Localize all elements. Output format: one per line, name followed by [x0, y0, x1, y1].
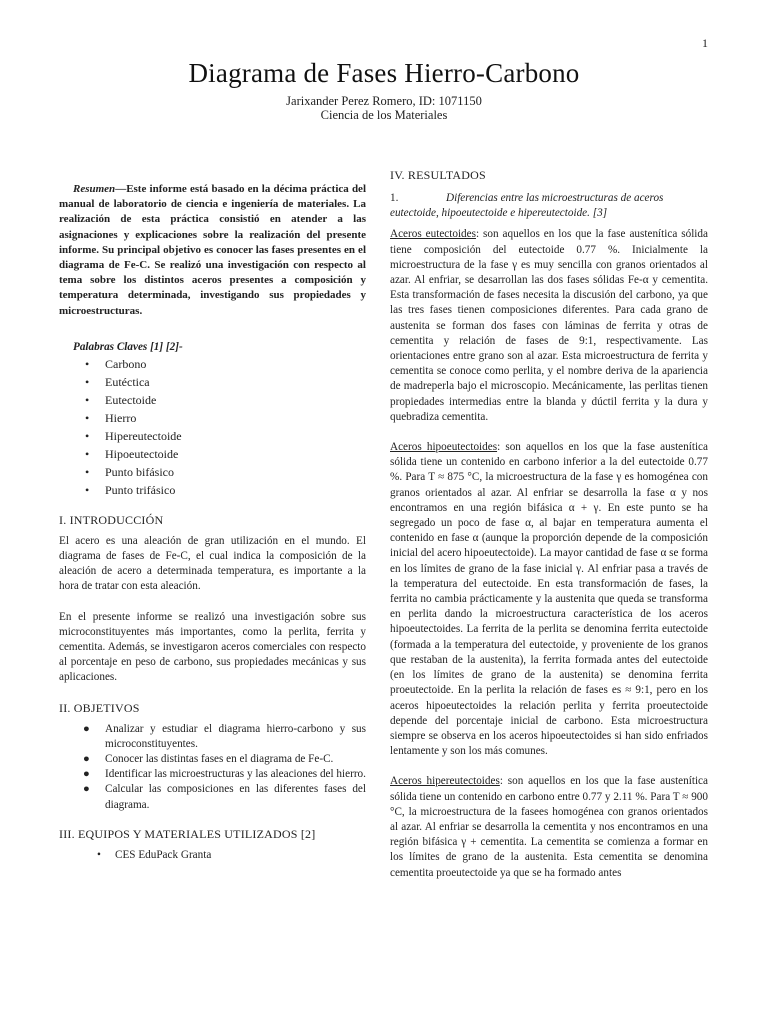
results-subheading — [390, 191, 708, 221]
bullet-icon: • — [85, 446, 90, 461]
keyword-item: • Punto bifásico — [85, 464, 174, 479]
bullet-icon: • — [85, 428, 90, 443]
abstract-label: Resumen — [73, 183, 116, 195]
introduction-heading: I. INTRODUCCIÓN — [59, 512, 164, 527]
objectives-heading: II. OBJETIVOS — [59, 700, 140, 715]
term-label: Aceros hipoeutectoides — [390, 441, 498, 454]
keyword-item: • Hierro — [85, 410, 137, 425]
keyword-item: • Punto trifásico — [85, 482, 176, 497]
bullet-icon: • — [85, 356, 90, 371]
bullet-icon: • — [97, 848, 101, 861]
introduction-paragraph: En el presente informe se realizó una investigación sobre sus microconstituyentes más importantes, como la perlita, ferrita y cementita. Además, se investigaron aceros comerciales con respecto al porcentaje en peso de carbono, sus propiedades mecánicas y sus aplicaciones. — [59, 610, 366, 684]
abstract-separator: — — [115, 183, 127, 195]
hypereutectoid-paragraph: Aceros hipereutectoides: son aquellos en los que la fase austenítica sólida tiene un contenido en carbono entre 0.77 y 2.11 %. Para T ≈ 900 °C, la microestructura de la fasees homogénea con granos orientados al azar. Al enfriar se desarrolla la cementita y nos encontramos en una región bifásica γ + cementita. La cementita se comienza a formar en los límites de grano de la austenita. Esta cementita se denomina cementita proeutectoide ya que se ha formado antes — [390, 775, 708, 879]
bullet-icon: ● — [83, 722, 90, 735]
term-label: Aceros hipereutectoides — [390, 775, 500, 788]
keywords-list — [59, 355, 366, 499]
bullet-icon: ● — [83, 783, 90, 796]
affiliation-line: Ciencia de los Materiales — [320, 108, 448, 122]
keywords-label: Palabras Claves [1] [2]- — [73, 340, 183, 353]
page-number: 1 — [702, 36, 708, 50]
keyword-item: • Carbono — [85, 356, 147, 371]
keyword-item: • Eutéctica — [85, 374, 150, 389]
keyword-item: • Hipoeutectoide — [85, 446, 179, 461]
abstract-text: Este informe está basado en la décima práctica del manual de laboratorio de ciencia e ingeniería de materiales. La realización de esta práctica consistió en atender a las asignaciones y explicaciones sobre la realización del presente informe. Su principal objetivo es conocer las fases presentes en el diagrama de Fe-C. Se realizó una investigación con respecto al tema sobre los distintos aceros presentes a composición y temperatura determinada, investigando sus propiedades y microestructuras. — [59, 183, 366, 317]
bullet-icon: • — [85, 410, 90, 425]
term-label: Aceros eutectoides — [390, 228, 476, 241]
eutectoid-paragraph: Aceros eutectoides: son aquellos en los que la fase austenítica sólida tiene composición del eutectoide 0.77 %. Inicialmente la microestructura de la fase γ es muy sencilla con granos orientados al azar. Al enfriar, se desarrollan las dos fases sólidas Fe-α y cementita. Esta transformación de fases necesita la discusión del carbono, ya que las tres fases tienen composiciones diferentes. Para cada grano de austenita se forman dos fases con láminas de ferrita y otras de cementita y relación de fases de 9:1, respectivamente. Las orientaciones entre grano son al azar. Esta microestructura de ferrita y cementita se conoce como perlita, y el nombre deriva de la apariencia de madreperla bajo el microscopio. Mecánicamente, las perlitas tienen propiedades intermedias entre la blanda y dúctil ferrita y la dura y quebradiza cementita. — [390, 228, 708, 423]
right-column — [390, 168, 708, 896]
results-heading: IV. RESULTADOS — [390, 168, 486, 182]
objective-item: ● Identificar las microestructuras y las aleaciones del hierro. — [83, 767, 366, 782]
abstract — [59, 182, 366, 319]
bullet-icon: ● — [83, 753, 90, 766]
subsection-title: Diferencias entre las microestructuras de aceros eutectoide, hipoeutectoide e hipereutectoide. [3] — [390, 192, 664, 220]
bullet-icon: • — [85, 392, 90, 407]
objective-item: ● Conocer las distintas fases en el diagrama de Fe-C. — [83, 752, 366, 767]
author-line: Jarixander Perez Romero, ID: 1071150 — [286, 94, 482, 108]
left-column — [59, 182, 366, 863]
introduction-paragraph: El acero es una aleación de gran utilización en el mundo. El diagrama de fases de Fe-C, el cual indica la composición de la aleación de acero a determinada temperatura, es importante a la hora de tratar con esta aleación. — [59, 534, 366, 593]
keyword-item: • Hipereutectoide — [85, 428, 182, 443]
bullet-icon: • — [85, 374, 90, 389]
objectives-list — [59, 722, 366, 813]
equipment-heading: III. EQUIPOS Y MATERIALES UTILIZADOS [2] — [59, 826, 316, 841]
subsection-number: 1. — [390, 192, 399, 204]
keyword-item: • Eutectoide — [85, 392, 157, 407]
equipment-item: • CES EduPack Granta — [97, 848, 366, 863]
objective-item: ● Calcular las composiciones en las diferentes fases del diagrama. — [83, 783, 366, 811]
bullet-icon: • — [85, 464, 90, 479]
hypoeutectoid-paragraph: Aceros hipoeutectoides: son aquellos en los que la fase austenítica sólida tiene un contenido en carbono inferior a la del eutectoide 0.77 %. Para T ≈ 875 °C, la microestructura de la fase γ es homogénea con granos orientados al azar. Al enfriar se desarrolla la fase α y nos encontramos en una región bifásica α + γ. En este punto se ha segregado un poco de fase α, al bajar en temperatura aumenta el contenido en fase α (aunque la proporción depende de la composición inicial del acero hipoeutectoide). La mayor cantidad de fase α se forma en los límites de grano de la fase inicial γ. Al enfriar pasa a través de la temperatura del eutectoide. En esta transformación de fases, la ferrita no cambia prácticamente y la austenita que queda se transforma en perlita dando la microestructura característica de los aceros hipoeutectoides. La ferrita de la perlita se denomina ferrita eutectoide (formada a la temperatura del eutectoide, y proveniente de los granos que restaban de la austenita), la ferrita formada antes del eutectoide (en los límites de grano de la austenita) se denomina ferrita proeutectoide. En la perlita la relación de fases es ≈ 9:1, pero en los aceros hipoeutectoides la relación perlita y ferrita proeutectoide depende del porcentaje inicial de carbono. Esta microestructura siempre se observa en los aceros hipoeutectoides si han sido enfriados lentamente y son los más comunes. — [390, 441, 708, 758]
objective-item: ● Analizar y estudiar el diagrama hierro-carbono y sus microconstituyentes. — [83, 722, 366, 750]
bullet-icon: ● — [83, 768, 90, 781]
paper-title: Diagrama de Fases Hierro-Carbono — [188, 58, 580, 88]
equipment-list — [59, 848, 366, 863]
bullet-icon: • — [85, 482, 90, 497]
